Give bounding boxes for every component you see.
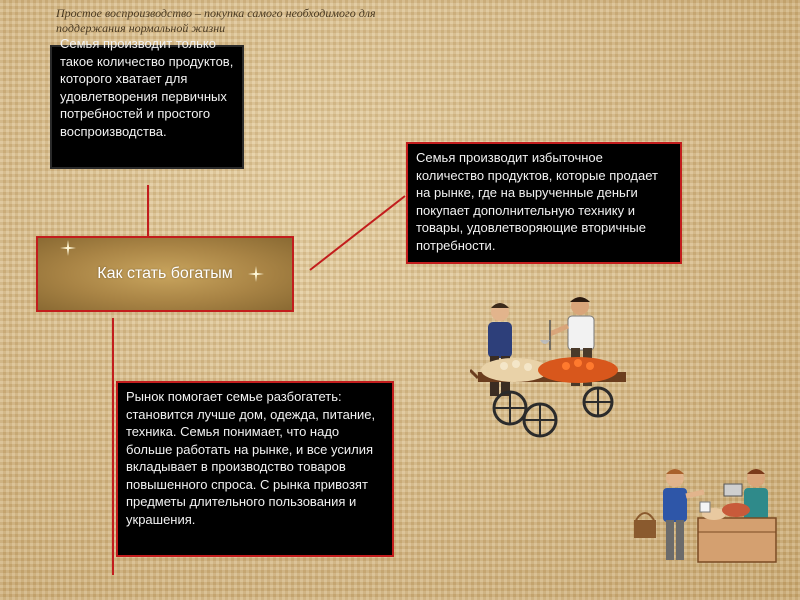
connector-center-to-right [310, 196, 405, 270]
sparkle-icon [60, 240, 76, 256]
market-cart-clipart [470, 290, 630, 440]
shop-counter-clipart [630, 462, 780, 567]
how-to-get-rich-box [36, 236, 294, 312]
surplus-production-text: Семья производит избыточное количество продуктов, которые продает на рынке, где на вырученные деньги покупает дополнительную технику и товары, удовлетворяющие вторичные потребности. [416, 150, 658, 253]
sparkle-icon [248, 266, 264, 282]
market-benefit-text: Рынок помогает семье разбогатеть: становится лучше дом, одежда, питание, техника. Семья понимает, что надо больше работать на рынке, и все усилия вкладывает в производство товаров повышенного спроса. С рынка привозят предметы длительного пользования и украшения. [126, 389, 376, 527]
simple-reproduction-text: Семья производит только такое количество продуктов, которого хватает для удовлетворения первичных потребностей и простого воспроизводства. [60, 36, 234, 139]
surplus-production-box [406, 142, 682, 264]
simple-reproduction-box [50, 36, 244, 169]
market-benefit-box [116, 381, 394, 557]
header-title: Простое воспроизводство – покупка самого необходимого для поддержания нормальной жизни [56, 6, 376, 35]
center-label: Как стать богатым [97, 265, 233, 282]
